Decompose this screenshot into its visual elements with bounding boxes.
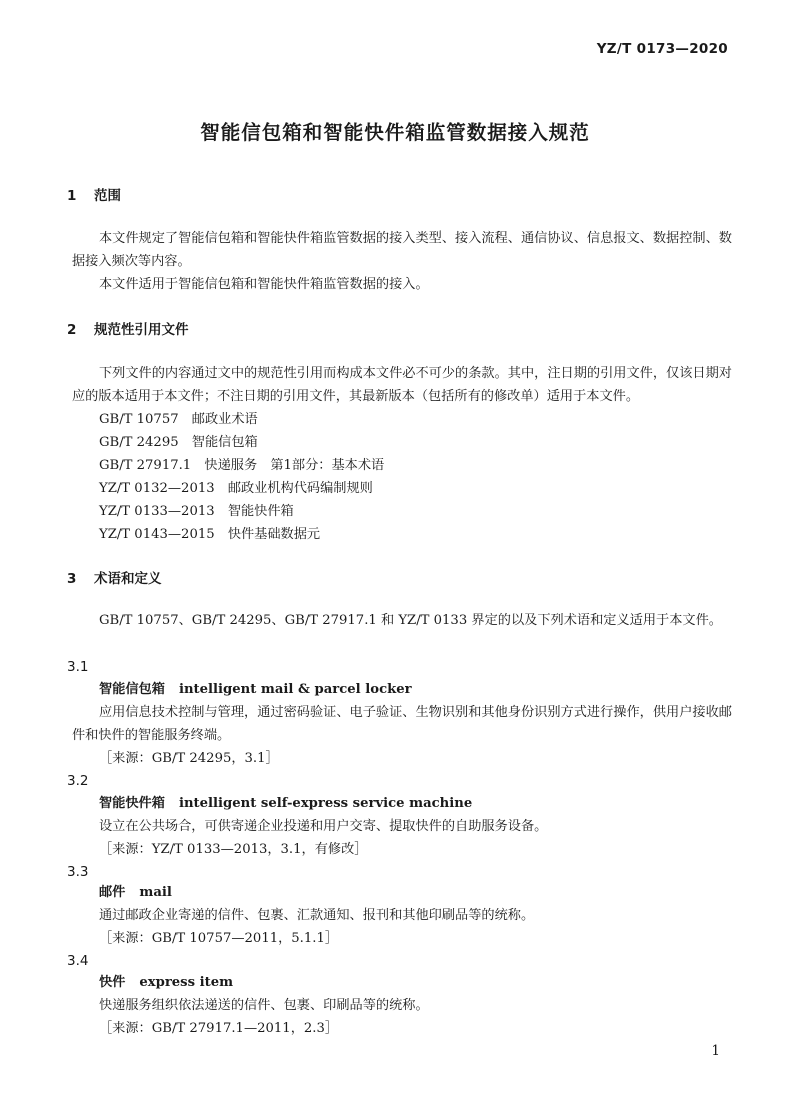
section-heading [67, 320, 189, 340]
paragraph: 本文件适用于智能信包箱和智能快件箱监管数据的接入。 [99, 277, 429, 292]
reference-item: YZ/T 0133—2013 智能快件箱 [99, 504, 294, 519]
section-number: 1 [67, 188, 77, 204]
term-definition: 通过邮政企业寄递的信件、包裹、汇款通知、报刊和其他印刷品等的统称。 [99, 908, 535, 923]
reference-item: YZ/T 0132—2013 邮政业机构代码编制规则 [99, 481, 373, 496]
section-number: 2 [67, 322, 77, 338]
reference-item: GB/T 10757 邮政业术语 [99, 412, 258, 427]
section-heading [67, 569, 162, 589]
standard-code: YZ/T 0173—2020 [596, 41, 728, 57]
term-number: 3.4 [67, 953, 89, 969]
term-source: ［来源：GB/T 24295，3.1］ [99, 751, 279, 766]
term-heading: 快件 express item [99, 975, 234, 990]
paragraph: GB/T 10757、GB/T 24295、GB/T 27917.1 和 YZ/T 0133 界定的以及下列术语和定义适用于本文件。 [99, 613, 722, 628]
reference-item: YZ/T 0143—2015 快件基础数据元 [99, 527, 321, 542]
term-number: 3.1 [67, 659, 89, 675]
section-heading [67, 186, 121, 206]
section-number: 3 [67, 571, 77, 587]
term-number: 3.3 [67, 864, 89, 880]
reference-item: GB/T 24295 智能信包箱 [99, 435, 258, 450]
term-source: ［来源：GB/T 10757—2011，5.1.1］ [99, 931, 339, 946]
term-definition: 快递服务组织依法递送的信件、包裹、印刷品等的统称。 [99, 998, 429, 1013]
section-title: 术语和定义 [94, 571, 162, 587]
paragraph: 本文件规定了智能信包箱和智能快件箱监管数据的接入类型、接入流程、通信协议、信息报文、数据控制、数据接入频次等内容。 [72, 231, 732, 269]
term-definition: 设立在公共场合，可供寄递企业投递和用户交寄、提取快件的自助服务设备。 [99, 819, 548, 834]
term-heading: 邮件 mail [99, 885, 172, 900]
page-number: 1 [711, 1043, 720, 1059]
section-title: 规范性引用文件 [94, 322, 189, 338]
term-source: ［来源：YZ/T 0133—2013，3.1，有修改］ [99, 842, 368, 857]
paragraph: 下列文件的内容通过文中的规范性引用而构成本文件必不可少的条款。其中，注日期的引用文件，仅该日期对应的版本适用于本文件；不注日期的引用文件，其最新版本（包括所有的修改单）适用于本文件。 [72, 366, 732, 404]
reference-item: GB/T 27917.1 快递服务 第1部分：基本术语 [99, 458, 385, 473]
section-title: 范围 [94, 188, 121, 204]
term-heading: 智能快件箱 intelligent self-express service machine [99, 796, 473, 811]
document-title: 智能信包箱和智能快件箱监管数据接入规范 [200, 121, 590, 144]
term-source: ［来源：GB/T 27917.1—2011，2.3］ [99, 1021, 339, 1036]
term-number: 3.2 [67, 773, 89, 789]
term-heading: 智能信包箱 intelligent mail & parcel locker [99, 682, 412, 697]
term-definition: 应用信息技术控制与管理，通过密码验证、电子验证、生物识别和其他身份识别方式进行操作，供用户接收邮件和快件的智能服务终端。 [72, 705, 732, 743]
